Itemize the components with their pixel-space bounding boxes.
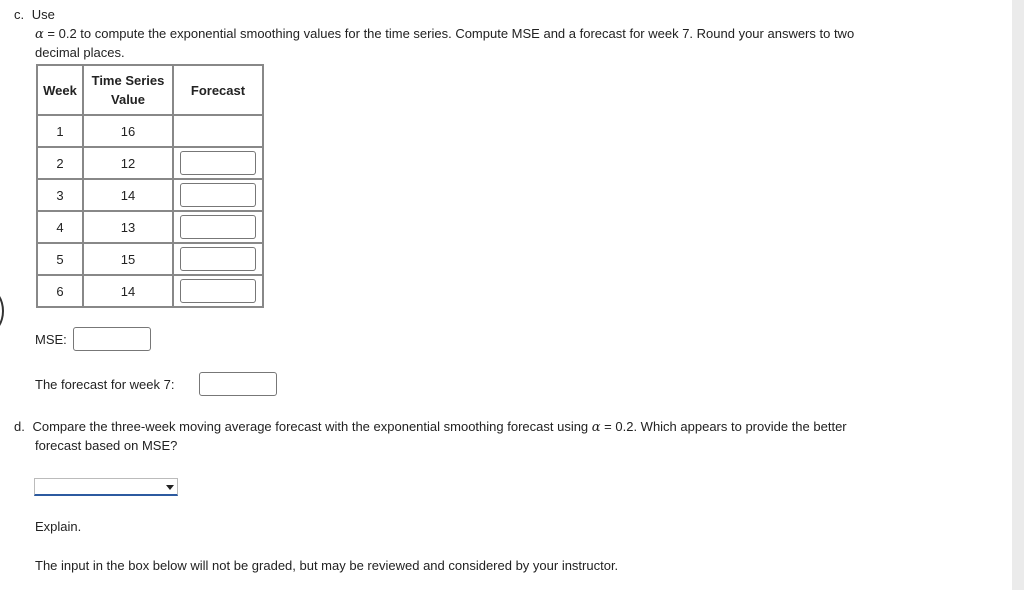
forecast-cell — [173, 179, 263, 211]
week-cell: 1 — [37, 115, 83, 147]
header-forecast: Forecast — [173, 65, 263, 115]
table-row — [37, 211, 263, 243]
value-cell: 14 — [83, 179, 173, 211]
forecast-cell — [173, 243, 263, 275]
value-cell: 13 — [83, 211, 173, 243]
week-cell: 6 — [37, 275, 83, 307]
header-time-series-line2: Value — [111, 92, 145, 107]
forecast-input-week-2[interactable] — [180, 151, 256, 175]
time-series-table — [36, 64, 264, 308]
forecast-input-week-3[interactable] — [180, 183, 256, 207]
scrollbar-track[interactable] — [1012, 0, 1024, 590]
explain-label: Explain. — [35, 519, 82, 534]
table-row — [37, 147, 263, 179]
circle-marker-icon — [0, 289, 4, 333]
part-d-text-a: Compare the three-week moving average forecast with the exponential smoothing forecast using — [32, 419, 592, 434]
forecast-input-week-4[interactable] — [180, 215, 256, 239]
part-d-text-b: = 0.2. Which appears to provide the better — [600, 419, 847, 434]
alpha-symbol: α — [591, 420, 601, 435]
table-row — [37, 275, 263, 307]
table-row — [37, 179, 263, 211]
part-c-label: c. — [14, 7, 25, 22]
week-cell: 2 — [37, 147, 83, 179]
grading-note: The input in the box below will not be graded, but may be reviewed and considered by your instructor. — [35, 558, 619, 573]
forecast-cell — [173, 147, 263, 179]
forecast-input-week-5[interactable] — [180, 247, 256, 271]
part-d-question-line2: forecast based on MSE? — [35, 438, 178, 453]
part-c-use-text: Use — [31, 7, 55, 22]
part-d-question — [14, 419, 847, 435]
week7-forecast-label: The forecast for week 7: — [35, 377, 175, 392]
week7-forecast-input[interactable] — [199, 372, 277, 396]
part-c-heading — [14, 7, 55, 22]
value-cell: 15 — [83, 243, 173, 275]
forecast-cell-empty — [173, 115, 263, 147]
header-week: Week — [37, 65, 83, 115]
header-time-series-value — [83, 65, 173, 115]
table-row — [37, 115, 263, 147]
chevron-down-icon — [166, 485, 174, 490]
forecast-input-week-6[interactable] — [180, 279, 256, 303]
mse-input[interactable] — [73, 327, 151, 351]
value-cell: 16 — [83, 115, 173, 147]
better-method-select[interactable] — [34, 478, 178, 496]
value-cell: 14 — [83, 275, 173, 307]
part-d-label: d. — [14, 419, 25, 434]
part-c-instructions-line2: decimal places. — [35, 45, 125, 60]
part-c-instructions — [35, 26, 854, 42]
header-time-series-line1: Time Series — [91, 73, 165, 88]
part-c-instructions-text: = 0.2 to compute the exponential smoothing values for the time series. Compute MSE and a forecast for week 7. Round your answers to two — [43, 26, 855, 41]
forecast-cell — [173, 211, 263, 243]
week-cell: 3 — [37, 179, 83, 211]
alpha-symbol: α — [35, 27, 44, 42]
forecast-cell — [173, 275, 263, 307]
table-row — [37, 243, 263, 275]
week-cell: 4 — [37, 211, 83, 243]
week-cell: 5 — [37, 243, 83, 275]
value-cell: 12 — [83, 147, 173, 179]
mse-label: MSE: — [35, 332, 67, 347]
